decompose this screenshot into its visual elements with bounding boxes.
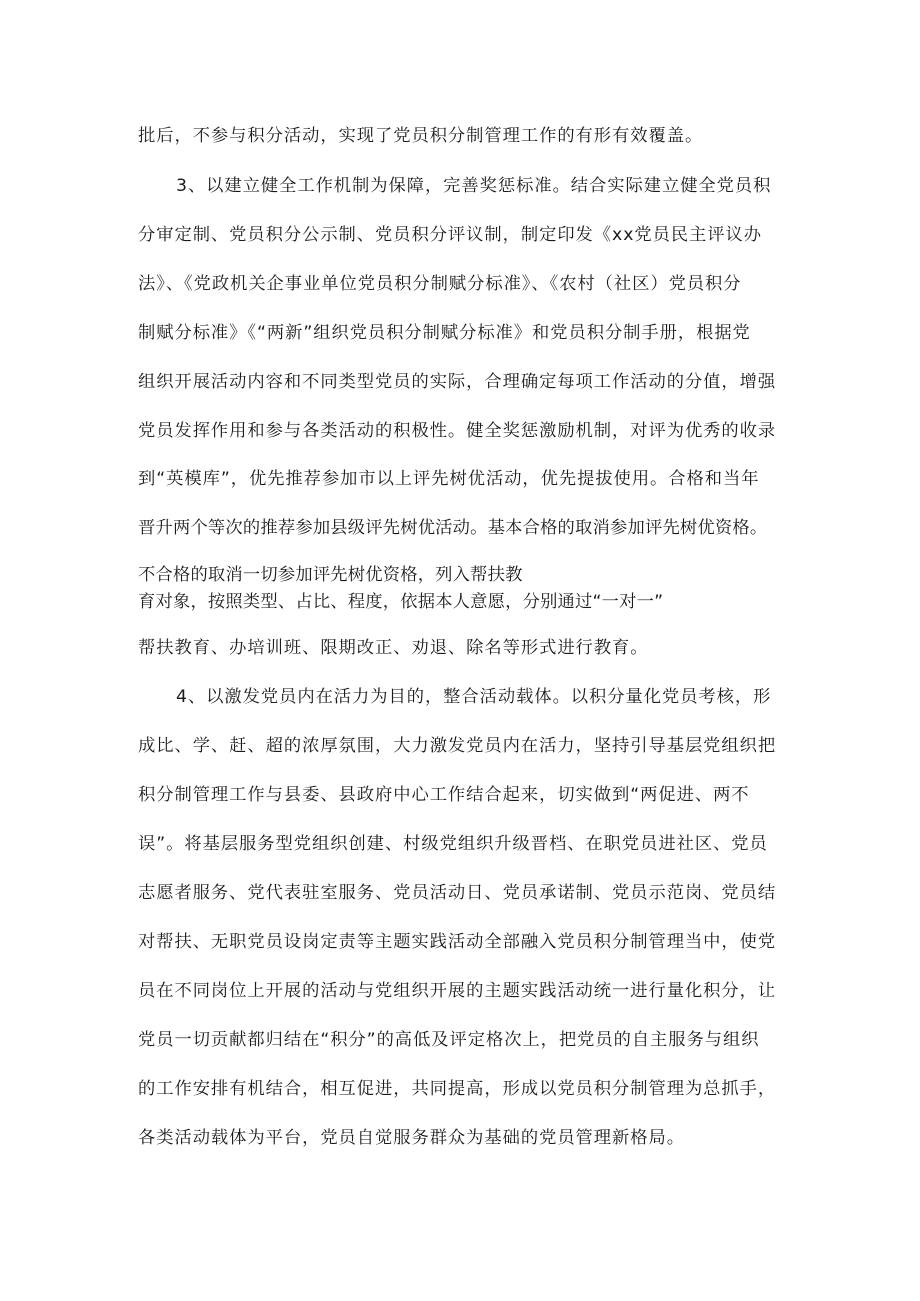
text-line: 各类活动载体为平台，党员自觉服务群众为基础的党员管理新格局。 xyxy=(138,1128,685,1148)
text-line: 批后，不参与积分活动，实现了党员积分制管理工作的有形有效覆盖。 xyxy=(138,126,704,146)
section-3-heading-line: 3、以建立健全工作机制为保障，完善奖惩标准。结合实际建立健全党员积 xyxy=(176,176,772,196)
text-line: 对帮扶、无职党员设岗定责等主题实践活动全部融入党员积分制管理当中，使党 xyxy=(138,932,777,952)
text-line: 员在不同岗位上开展的活动与党组织开展的主题实践活动统一进行量化积分，让 xyxy=(138,981,777,1001)
text-line: 党员一切贡献都归结在“积分”的高低及评定格次上，把党员的自主服务与组织 xyxy=(138,1030,760,1050)
section-4-heading-line: 4、以激发党员内在活力为目的，整合活动载体。以积分量化党员考核，形 xyxy=(176,687,772,707)
text-line: 法》、《党政机关企事业单位党员积分制赋分标准》、《农村（社区）党员积分 xyxy=(138,274,742,294)
text-line: 晋升两个等次的推荐参加县级评先树优活动。基本合格的取消参加评先树优资格。 xyxy=(138,518,768,538)
text-line: 党员发挥作用和参与各类活动的积极性。健全奖惩激励机制，对评为优秀的收录 xyxy=(138,421,777,441)
text-line: 志愿者服务、党代表驻室服务、党员活动日、党员承诺制、党员示范岗、党员结 xyxy=(138,883,777,903)
text-line: 组织开展活动内容和不同类型党员的实际，合理确定每项工作活动的分值，增强 xyxy=(138,372,777,392)
text-line: 误”。将基层服务型党组织创建、村级党组织升级晋档、在职党员进社区、党员 xyxy=(138,834,768,854)
text-line: 的工作安排有机结合，相互促进，共同提高，形成以党员积分制管理为总抓手， xyxy=(138,1079,777,1099)
text-line: 到“英模库”，优先推荐参加市以上评先树优活动，优先提拔使用。合格和当年 xyxy=(138,469,760,489)
text-line: 不合格的取消一切参加评先树优资格，列入帮扶教 xyxy=(138,565,523,585)
text-line: 分审定制、党员积分公示制、党员积分评议制，制定印发《xx党员民主评议办 xyxy=(138,225,762,245)
text-line: 成比、学、赶、超的浓厚氛围，大力激发党员内在活力，坚持引导基层党组织把 xyxy=(138,736,777,756)
text-line: 帮扶教育、办培训班、限期改正、劝退、除名等形式进行教育。 xyxy=(138,638,649,658)
text-line: 积分制管理工作与县委、县政府中心工作结合起来，切实做到“两促进、两不 xyxy=(138,785,750,805)
text-line: 制赋分标准》《“两新”组织党员积分制赋分标准》和党员积分制手册，根据党 xyxy=(138,323,751,343)
text-line: 育对象，按照类型、占比、程度，依据本人意愿，分别通过“一对一” xyxy=(138,592,664,612)
